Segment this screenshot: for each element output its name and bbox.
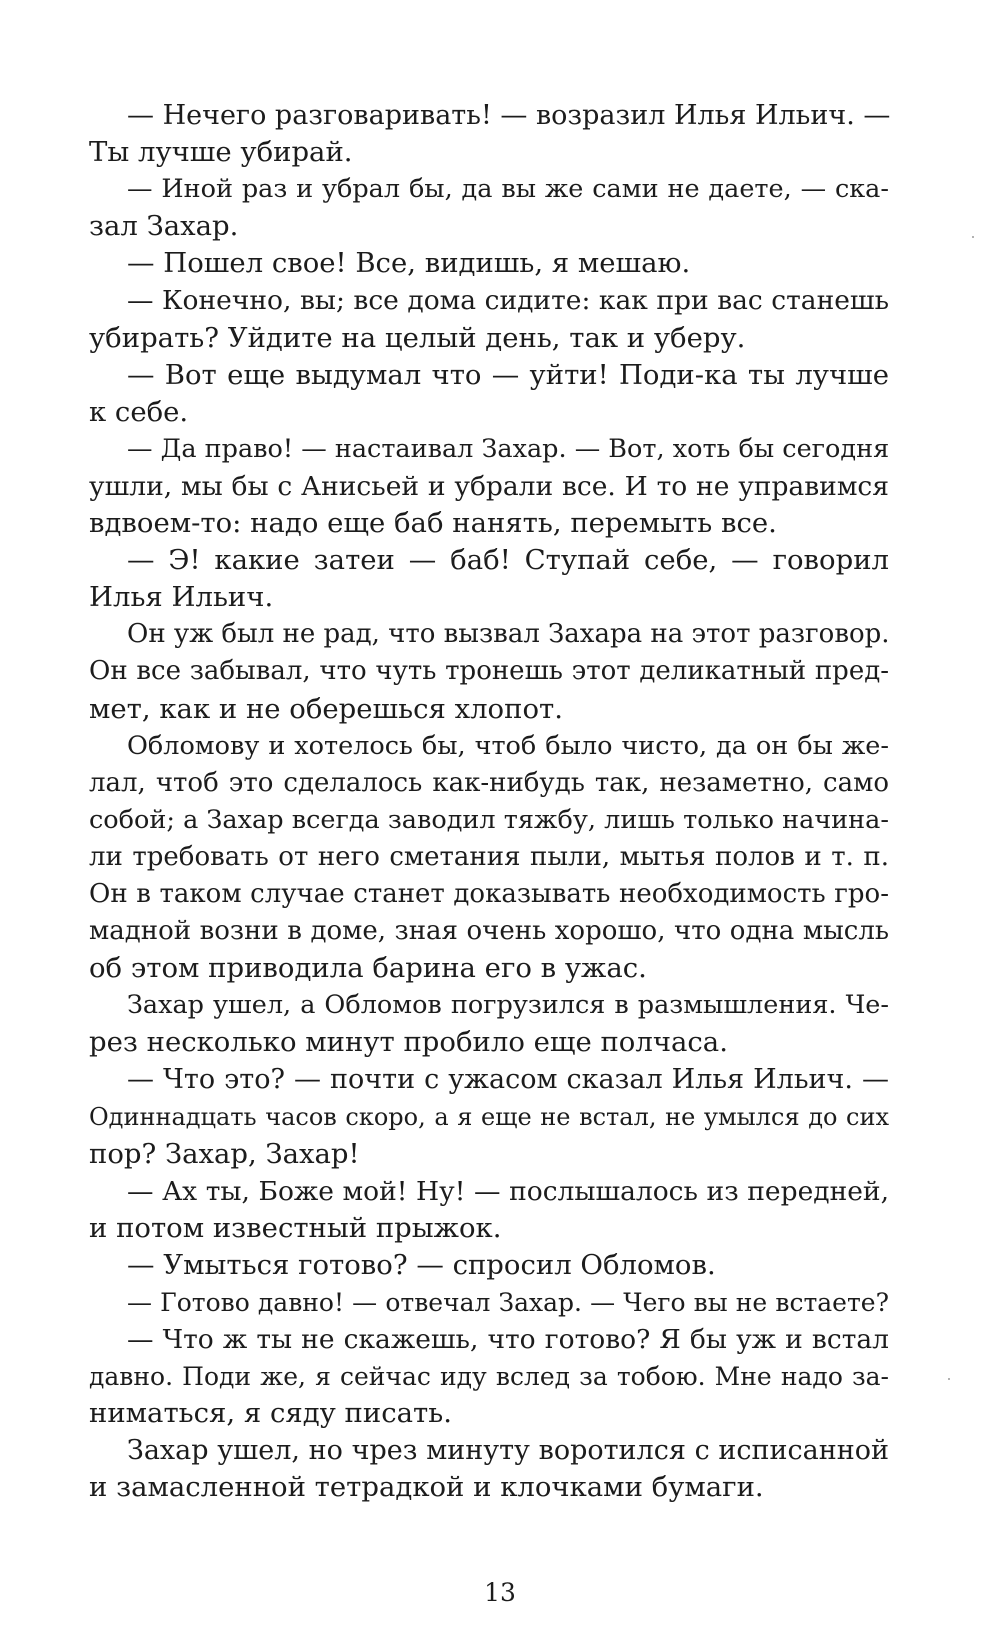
text-line: Захар ушел, но чрез минуту воротился с исписанной bbox=[127, 1435, 889, 1467]
text-line: мадной возни в доме, зная очень хорошо, что одна мысль bbox=[89, 916, 889, 947]
text-line: — Иной раз и убрал бы, да вы же сами не даете, — ска- bbox=[127, 174, 889, 205]
paper-speck bbox=[972, 236, 974, 238]
text-line: Илья Ильич. bbox=[89, 581, 274, 614]
text-line: давно. Поди же, я сейчас иду вслед за тобою. Мне надо за- bbox=[89, 1362, 889, 1392]
text-line: Он все забывал, что чуть тронешь этот деликатный пред- bbox=[89, 656, 889, 687]
text-line: Одиннадцать часов скоро, а я еще не встал, не умылся до сих bbox=[89, 1102, 889, 1131]
body-text bbox=[89, 97, 889, 1507]
text-line: — Ах ты, Боже мой! Ну! — послышалось из передней, bbox=[127, 1175, 889, 1207]
text-line: Он в таком случае станет доказывать необходимость гро- bbox=[89, 878, 889, 909]
text-line: — Что это? — почти с ужасом сказал Илья Ильич. — bbox=[127, 1064, 889, 1096]
text-line: лал, чтоб это сделалось как-нибудь так, незаметно, само bbox=[89, 767, 889, 798]
text-line: к себе. bbox=[89, 395, 189, 428]
text-line: собой; а Захар всегда заводил тяжбу, лишь только начина- bbox=[89, 804, 889, 835]
paper-speck bbox=[948, 1378, 950, 1380]
text-line: Он уж был не рад, что вызвал Захара на этот разговор. bbox=[127, 619, 890, 650]
text-line: об этом приводила барина его в ужас. bbox=[89, 952, 647, 985]
text-line: мет, как и не оберешься хлопот. bbox=[89, 692, 563, 725]
text-line: — Э! какие затеи — баб! Ступай себе, — говорил bbox=[127, 544, 889, 577]
page-number: 13 bbox=[484, 1578, 516, 1607]
text-line: Захар ушел, а Обломов погрузился в размышления. Че- bbox=[127, 990, 889, 1021]
text-line: — Готово давно! — отвечал Захар. — Чего вы не встаете? bbox=[127, 1288, 889, 1317]
text-line: — Конечно, вы; все дома сидите: как при вас станешь bbox=[127, 285, 889, 317]
text-line: Ты лучше убирай. bbox=[89, 136, 353, 169]
text-line: — Умыться готово? — спросил Обломов. bbox=[127, 1248, 716, 1281]
text-line: пор? Захар, Захар! bbox=[89, 1137, 360, 1170]
text-line: — Вот еще выдумал что — уйти! Поди-ка ты лучше bbox=[127, 358, 889, 391]
text-line: ушли, мы бы с Анисьей и убрали все. И то не управимся bbox=[89, 470, 889, 502]
text-line: — Да право! — настаивал Захар. — Вот, хоть бы сегодня bbox=[127, 433, 890, 464]
text-line: и замасленной тетрадкой и клочками бумаги. bbox=[89, 1471, 764, 1504]
text-line: ниматься, я сяду писать. bbox=[89, 1397, 452, 1430]
text-line: зал Захар. bbox=[89, 210, 239, 243]
text-line: — Пошел свое! Все, видишь, я мешаю. bbox=[127, 247, 691, 280]
text-line: вдвоем-то: надо еще баб нанять, перемыть все. bbox=[89, 507, 777, 540]
text-line: — Что ж ты не скажешь, что готово? Я бы уж и встал bbox=[127, 1324, 889, 1356]
text-line: Обломову и хотелось бы, чтоб было чисто, да он бы же- bbox=[127, 730, 889, 761]
text-line: ли требовать от него сметания пыли, мытья полов и т. п. bbox=[89, 841, 889, 872]
text-line: и потом известный прыжок. bbox=[89, 1211, 502, 1244]
text-line: — Нечего разговаривать! — возразил Илья Ильич. — bbox=[127, 100, 891, 131]
text-line: рез несколько минут пробило еще полчаса. bbox=[89, 1026, 728, 1059]
text-line: убирать? Уйдите на целый день, так и уберу. bbox=[89, 321, 746, 354]
